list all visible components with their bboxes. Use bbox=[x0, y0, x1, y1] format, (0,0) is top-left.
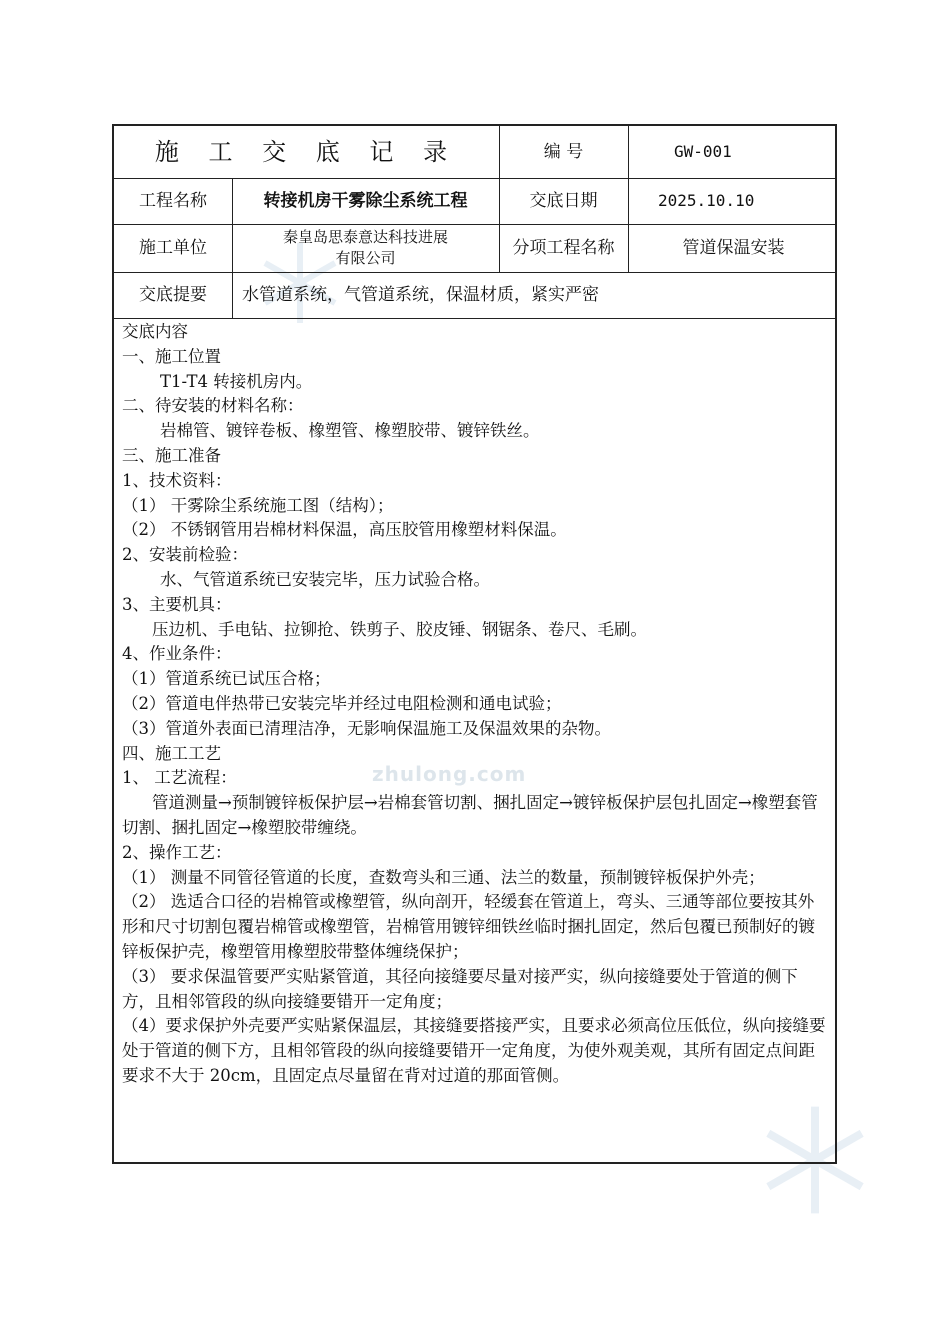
watermark-text: zhulong.com bbox=[372, 762, 527, 786]
subitem-value: 管道保温安装 bbox=[682, 238, 785, 258]
form-title: 施 工 交 底 记 录 bbox=[154, 138, 459, 166]
unit-value-line1: 秦皇岛思泰意达科技进展 bbox=[282, 228, 448, 246]
summary-label: 交底提要 bbox=[139, 285, 207, 305]
project-label: 工程名称 bbox=[139, 191, 207, 211]
content-line: （3）管道外表面已清理洁净，无影响保温施工及保温效果的杂物。 bbox=[122, 718, 611, 738]
content-paragraph: （2） 选适合口径的岩棉管或橡塑管，纵向剖开，轻缓套在管道上，弯头、三通等部位要按其外形和尺寸切割包覆岩棉管或橡塑管，岩棉管用镀锌细铁丝临时捆扎固定，然后包覆已预制好的镀锌板保护壳，橡塑管用橡塑胶带整体缠绕保护； bbox=[122, 892, 815, 961]
number-value: GW-001 bbox=[674, 142, 732, 161]
construction-disclosure-form bbox=[112, 124, 837, 1164]
content-line: T1-T4 转接机房内。 bbox=[160, 371, 313, 391]
content-line: 岩棉管、镀锌卷板、橡塑管、橡塑胶带、镀锌铁丝。 bbox=[160, 421, 540, 441]
content-line: 压边机、手电钻、拉铆抢、铁剪子、胶皮锤、钢锯条、卷尺、毛刷。 bbox=[152, 619, 647, 639]
summary-value: 水管道系统，气管道系统，保温材质，紧实严密 bbox=[242, 285, 599, 305]
subitem-label: 分项工程名称 bbox=[512, 238, 615, 258]
subsection-heading: 1、 工艺流程： bbox=[122, 768, 237, 788]
subsection-heading: 2、操作工艺： bbox=[122, 842, 232, 862]
content-paragraph: 管道测量→预制镀锌板保护层→岩棉套管切割、捆扎固定→镀锌板保护层包扎固定→橡塑套管切割、捆扎固定→橡塑胶带缠绕。 bbox=[122, 793, 818, 837]
unit-label: 施工单位 bbox=[139, 238, 207, 258]
number-label: 编 号 bbox=[543, 142, 584, 162]
content-paragraph: （1） 测量不同管径管道的长度，查数弯头和三通、法兰的数量，预制镀锌板保护外壳； bbox=[122, 867, 765, 887]
content-line: （2） 不锈钢管用岩棉材料保温，高压胶管用橡塑材料保温。 bbox=[122, 520, 567, 540]
subsection-heading: 1、技术资料： bbox=[122, 470, 232, 490]
content-line: 水、气管道系统已安装完毕，压力试验合格。 bbox=[160, 569, 490, 589]
subsection-heading: 3、主要机具： bbox=[122, 594, 232, 614]
subsection-heading: 4、作业条件： bbox=[122, 644, 232, 664]
content-line: （2）管道电伴热带已安装完毕并经过电阻检测和通电试验； bbox=[122, 693, 562, 713]
content-heading: 交底内容 bbox=[122, 322, 188, 341]
section-heading: 二、待安装的材料名称： bbox=[122, 396, 304, 416]
content-paragraph: （3） 要求保温管要严实贴紧管道，其径向接缝要尽量对接严实，纵向接缝要处于管道的侧下方，且相邻管段的纵向接缝要错开一定角度； bbox=[122, 966, 798, 1011]
project-value: 转接机房干雾除尘系统工程 bbox=[263, 191, 468, 211]
unit-value-line2: 有限公司 bbox=[335, 249, 396, 267]
content-line: （1）管道系统已试压合格； bbox=[122, 669, 331, 689]
content-paragraph: （4）要求保护外壳要严实贴紧保温层，其接缝要搭接严实，且要求必须高位压低位，纵向接缝要处于管道的侧下方，且相邻管段的纵向接缝要错开一定角度，为使外观美观，其所有固定点间距要求不大于 20cm，且固定点尽量留在背对过道的那面管侧。 bbox=[122, 1016, 826, 1085]
subsection-heading: 2、安装前检验： bbox=[122, 545, 248, 565]
section-heading: 四、施工工艺 bbox=[122, 743, 221, 763]
disclosure-content bbox=[122, 320, 828, 1089]
date-value: 2025.10.10 bbox=[658, 191, 755, 210]
content-line: （1） 干雾除尘系统施工图（结构）； bbox=[122, 495, 394, 515]
section-heading: 一、施工位置 bbox=[122, 346, 221, 366]
section-heading: 三、施工准备 bbox=[122, 445, 221, 465]
row-divider bbox=[114, 318, 835, 319]
unit-value bbox=[232, 224, 499, 272]
date-label: 交底日期 bbox=[529, 191, 598, 211]
